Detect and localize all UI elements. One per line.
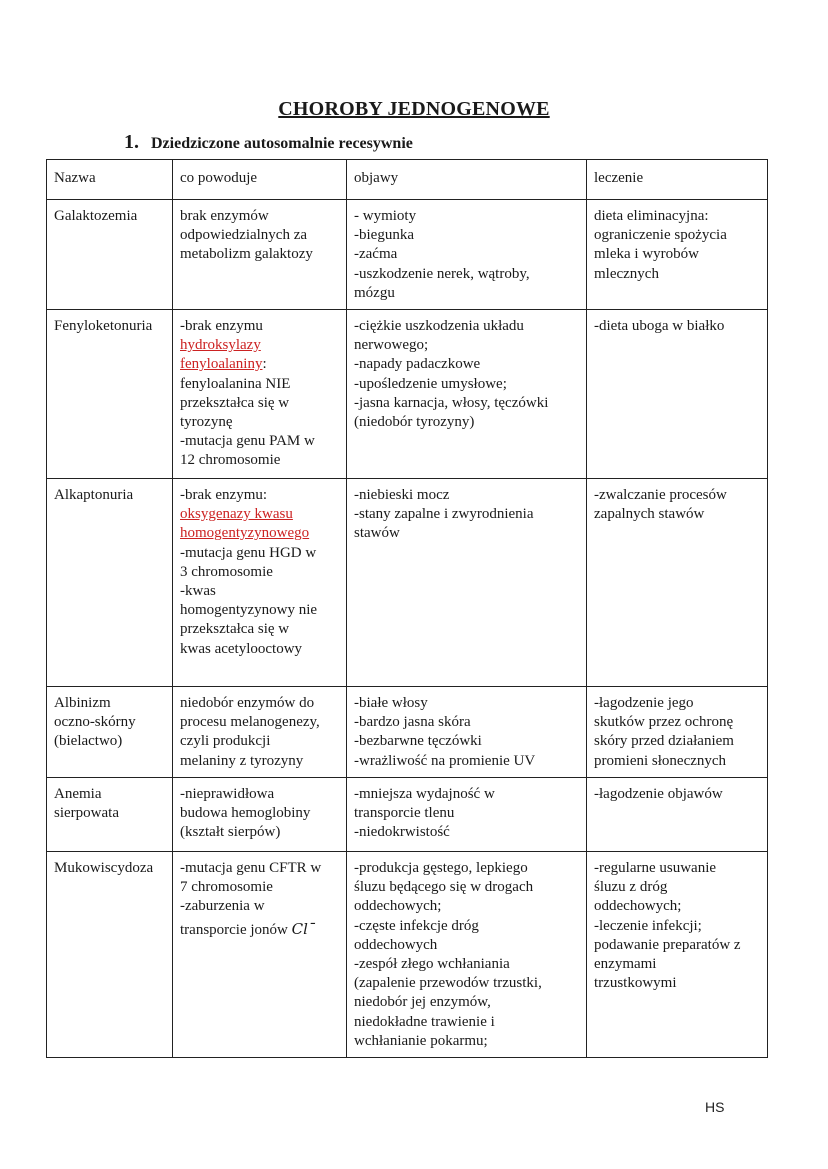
section-heading (124, 131, 413, 154)
cell-line: -wrażliwość na promienie UV (354, 752, 536, 769)
cell-cause (173, 852, 347, 1058)
cell-line: (zapalenie przewodów trzustki, (354, 975, 542, 992)
cell-line: oddechowych (354, 936, 438, 953)
cell-line: -ciężkie uszkodzenia układu (354, 318, 524, 334)
cell-line: procesu melanogenezy, (180, 714, 320, 731)
cell-line: promieni słonecznych (594, 752, 727, 769)
cell-line: kwas acetylooctowy (180, 640, 303, 657)
cell-line: ograniczenie spożycia (594, 227, 727, 244)
cell-line: -mutacja genu CFTR w (180, 860, 322, 876)
cell-line: -mutacja genu PAM w (180, 433, 315, 450)
cell-name (47, 479, 173, 687)
cell-line: -napady padaczkowe (354, 356, 481, 373)
cell-line: Albinizm (54, 695, 111, 711)
cell-symptoms (347, 687, 587, 778)
cell-treatment (587, 479, 768, 687)
cell-line: -mutacja genu HGD w (180, 544, 317, 561)
section-title: Dziedziczone autosomalnie recesywnie (151, 135, 413, 152)
table-header-row (47, 160, 768, 200)
cell-line: -brak enzymu (180, 318, 263, 334)
cell-line: Fenyloketonuria (54, 318, 153, 334)
cell-symptoms (347, 852, 587, 1058)
header-cause: co powoduje (173, 160, 347, 200)
cell-line (180, 336, 339, 355)
cell-line: -zaburzenia w (180, 898, 265, 915)
cell-line: -uszkodzenie nerek, wątroby, (354, 265, 530, 282)
cell-treatment (587, 200, 768, 310)
cell-line: -brak enzymu: (180, 487, 268, 503)
cell-line: wchłanianie pokarmu; (354, 1032, 488, 1049)
cell-line (180, 524, 339, 543)
cell-name (47, 200, 173, 310)
cell-line: Mukowiscydoza (54, 860, 154, 876)
cell-symptoms (347, 200, 587, 310)
cell-line: -produkcja gęstego, lepkiego (354, 860, 528, 876)
cell-treatment (587, 852, 768, 1058)
cell-name (47, 687, 173, 778)
cell-line: -zespół złego wchłaniania (354, 956, 510, 973)
cell-cause (173, 200, 347, 310)
cell-symptoms (347, 310, 587, 479)
enzyme-name-highlight: fenyloalaniny (180, 356, 263, 373)
cell-line: przekształca się w (180, 394, 290, 411)
cell-line: -biegunka (354, 227, 414, 244)
chloride-ion-symbol: Cl¯ (291, 919, 316, 938)
cell-line: tyrozynę (180, 414, 233, 431)
cell-line: skóry przed działaniem (594, 733, 734, 750)
cell-line: homogentyzynowy nie (180, 602, 318, 619)
cell-line: -częste infekcje dróg (354, 917, 479, 934)
cell-cause (173, 310, 347, 479)
table-row (47, 852, 768, 1058)
cell-name (47, 852, 173, 1058)
cell-line: nerwowego; (354, 337, 429, 354)
cell-line: -bardzo jasna skóra (354, 714, 471, 731)
table-row (47, 479, 768, 687)
cell-line: -niedokrwistość (354, 824, 450, 841)
cell-line (180, 505, 339, 524)
cell-line: trzustkowymi (594, 975, 677, 992)
cell-line: śluzu z dróg (594, 879, 668, 896)
cell-line: oddechowych; (594, 898, 682, 915)
cell-line: Galaktozemia (54, 208, 138, 224)
header-name: Nazwa (47, 160, 173, 200)
cell-line: -dieta uboga w białko (594, 318, 725, 334)
cell-line: melaniny z tyrozyny (180, 752, 304, 769)
cell-line: -nieprawidłowa (180, 786, 275, 802)
cell-line: metabolizm galaktozy (180, 246, 313, 263)
cell-line: stawów (354, 525, 400, 542)
table-row (47, 200, 768, 310)
cell-line: mleka i wyrobów (594, 246, 699, 263)
cell-line: -leczenie infekcji; (594, 917, 702, 934)
cell-line: podawanie preparatów z (594, 936, 741, 953)
cell-line: czyli produkcji (180, 733, 271, 750)
enzyme-name-highlight: hydroksylazy (180, 337, 261, 354)
cell-line: sierpowata (54, 805, 119, 822)
table-row (47, 687, 768, 778)
cell-line: niedokładne trawienie i (354, 1013, 495, 1030)
cell-line: (bielactwo) (54, 733, 123, 750)
cell-text: transporcie jonów (180, 921, 288, 938)
header-treatment: leczenie (587, 160, 768, 200)
cell-line: śluzu będącego się w drogach (354, 879, 534, 896)
cell-treatment (587, 310, 768, 479)
cell-line: budowa hemoglobiny (180, 805, 311, 822)
footer-initials: HS (705, 1099, 725, 1115)
cell-cause (173, 778, 347, 852)
cell-line: -kwas (180, 583, 216, 600)
cell-line: -łagodzenie objawów (594, 786, 723, 802)
cell-symptoms (347, 778, 587, 852)
cell-line: -mniejsza wydajność w (354, 786, 495, 802)
cell-line: -łagodzenie jego (594, 695, 694, 711)
section-number: 1. (124, 131, 139, 153)
cell-line: -jasna karnacja, włosy, tęczówki (354, 394, 549, 411)
table-row (47, 310, 768, 479)
cell-line: mózgu (354, 284, 395, 301)
cell-line: fenyloalanina NIE (180, 375, 291, 392)
cell-name (47, 310, 173, 479)
page-title: CHOROBY JEDNOGENOWE (278, 98, 550, 120)
enzyme-suffix: : (262, 356, 267, 373)
cell-line: brak enzymów (180, 208, 269, 224)
cell-line: (niedobór tyrozyny) (354, 414, 475, 431)
cell-treatment (587, 778, 768, 852)
cell-cause (173, 479, 347, 687)
cell-line: -bezbarwne tęczówki (354, 733, 482, 750)
cell-line: (kształt sierpów) (180, 824, 281, 841)
cell-line: -regularne usuwanie (594, 860, 717, 876)
cell-line: -zaćma (354, 246, 398, 263)
header-symptoms: objawy (347, 160, 587, 200)
cell-cause (173, 687, 347, 778)
cell-line: Alkaptonuria (54, 487, 134, 503)
cell-name (47, 778, 173, 852)
cell-line: Anemia (54, 786, 102, 802)
cell-line: przekształca się w (180, 621, 290, 638)
cell-treatment (587, 687, 768, 778)
cell-line: -białe włosy (354, 695, 428, 711)
cell-line: -niebieski mocz (354, 487, 450, 503)
cell-line: mlecznych (594, 265, 659, 282)
enzyme-name-highlight: homogentyzynowego (180, 525, 310, 542)
cell-line: zapalnych stawów (594, 506, 705, 523)
cell-line: 3 chromosomie (180, 563, 273, 580)
cell-line: -zwalczanie procesów (594, 487, 727, 503)
cell-line: niedobór jej enzymów, (354, 994, 491, 1011)
cell-line: 12 chromosomie (180, 452, 281, 469)
cell-line: oczno-skórny (54, 714, 136, 731)
cell-line: 7 chromosomie (180, 879, 273, 896)
cell-line: -upośledzenie umysłowe; (354, 375, 507, 392)
cell-line: - wymioty (354, 208, 417, 224)
cell-line: enzymami (594, 956, 657, 973)
cell-line: -stany zapalne i zwyrodnienia (354, 506, 534, 523)
cell-line (180, 355, 339, 374)
cell-line: oddechowych; (354, 898, 442, 915)
cell-line: niedobór enzymów do (180, 695, 315, 711)
table-row (47, 778, 768, 852)
cell-symptoms (347, 479, 587, 687)
cell-line: transporcie tlenu (354, 805, 455, 822)
cell-line: odpowiedzialnych za (180, 227, 308, 244)
cell-line: dieta eliminacyjna: (594, 208, 709, 224)
cell-line: skutków przez ochronę (594, 714, 734, 731)
enzyme-name-highlight: oksygenazy kwasu (180, 506, 293, 523)
disease-table (46, 159, 768, 1058)
cell-line (180, 920, 339, 940)
